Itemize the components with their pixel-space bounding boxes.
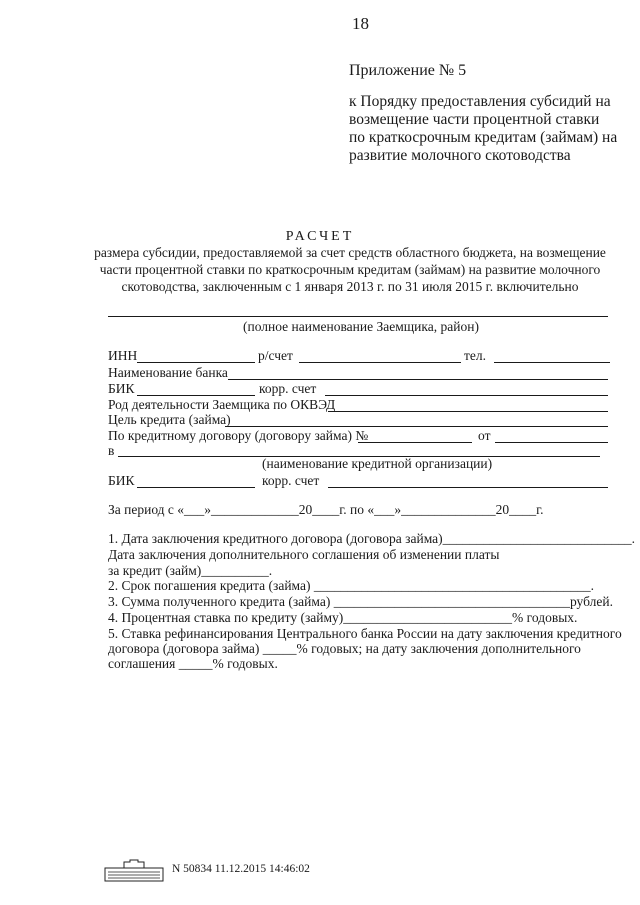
item-2-line[interactable]: 2. Срок погашения кредита (займа) _________________________________________.: [108, 578, 594, 593]
document-subtitle-line: скотоводства, заключенным с 1 января 2013 г. по 31 июля 2015 г. включительно: [121, 279, 579, 294]
bik2-label: БИК: [108, 473, 135, 488]
item-4-line[interactable]: 4. Процентная ставка по кредиту (займу)_________________________% годовых.: [108, 610, 578, 625]
bik-field[interactable]: [137, 395, 255, 396]
document-title: РАСЧЕТ: [285, 229, 355, 244]
appendix-title: Приложение № 5: [349, 62, 467, 79]
from-label: от: [478, 428, 491, 443]
borrower-name-line[interactable]: [108, 316, 608, 317]
in-label: в: [108, 443, 115, 458]
purpose-field[interactable]: [225, 426, 608, 427]
item-1-addendum-line: Дата заключения дополнительного соглашения об изменении платы: [108, 547, 500, 562]
corr-account2-field[interactable]: [328, 487, 608, 488]
okved-label: Род деятельности Заемщика по ОКВЭД: [108, 397, 336, 412]
registry-stamp-icon: [104, 858, 164, 882]
credit-org-caption: (наименование кредитной организации): [262, 456, 493, 471]
item-1-addendum-field[interactable]: за кредит (займ)__________.: [108, 563, 273, 578]
account-label: р/счет: [258, 348, 293, 363]
item-5-line[interactable]: соглашения _____% годовых.: [108, 656, 278, 671]
corr-account2-label: корр. счет: [262, 473, 320, 488]
item-5-line: 5. Ставка рефинансирования Центрального банка России на дату заключения кредитного: [108, 626, 622, 641]
registry-number: N 50834 11.12.2015 14:46:02: [172, 863, 310, 875]
phone-field[interactable]: [494, 362, 610, 363]
bik2-field[interactable]: [137, 487, 255, 488]
okved-field[interactable]: [328, 411, 608, 412]
page-number: 18: [352, 14, 369, 33]
appendix-line: возмещение части процентной ставки: [349, 111, 600, 128]
appendix-line: к Порядку предоставления субсидий на: [349, 93, 611, 110]
phone-label: тел.: [464, 348, 487, 363]
purpose-label: Цель кредита (займа): [108, 412, 231, 427]
agreement-label: По кредитному договору (договору займа) №: [108, 428, 369, 443]
corr-account-label: корр. счет: [259, 381, 317, 396]
item-5-line[interactable]: договора (договора займа) _____% годовых; на дату заключения дополнительного: [108, 641, 581, 656]
agreement-number-field[interactable]: [358, 442, 472, 443]
bank-name-field[interactable]: [228, 379, 608, 380]
period-line[interactable]: За период с «___»_____________20____г. по «___»______________20____г.: [108, 502, 544, 517]
item-1-line[interactable]: 1. Дата заключения кредитного договора (договора займа)____________________________.: [108, 531, 636, 546]
document-subtitle-line: размера субсидии, предоставляемой за счет средств областного бюджета, на возмещение: [94, 245, 606, 260]
document-subtitle-line: части процентной ставки по краткосрочным кредитам (займам) на развитие молочного: [99, 262, 601, 277]
bik-label: БИК: [108, 381, 135, 396]
bank-name-label: Наименование банка: [108, 365, 228, 380]
inn-field[interactable]: [137, 362, 255, 363]
agreement-date-field[interactable]: [495, 442, 608, 443]
borrower-caption: (полное наименование Заемщика, район): [243, 319, 479, 334]
corr-account-field[interactable]: [325, 395, 608, 396]
inn-label: ИНН: [108, 348, 138, 363]
account-field[interactable]: [299, 362, 461, 363]
item-3-line[interactable]: 3. Сумма полученного кредита (займа) ___________________________________рублей.: [108, 594, 613, 609]
appendix-line: развитие молочного скотоводства: [349, 147, 571, 164]
appendix-line: по краткосрочным кредитам (займам) на: [349, 129, 618, 146]
